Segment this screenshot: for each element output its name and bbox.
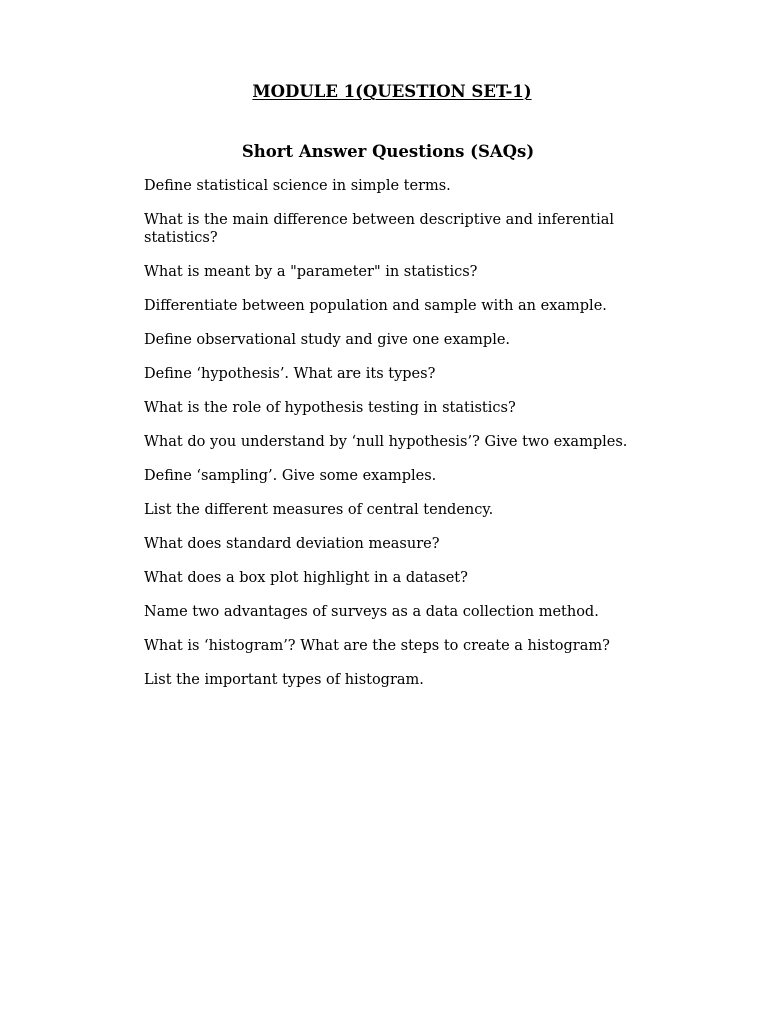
- question-item: What does standard deviation measure?: [144, 536, 440, 552]
- question-item: Define observational study and give one example.: [144, 332, 511, 348]
- question-item: What do you understand by ‘null hypothesis’? Give two examples.: [144, 434, 628, 450]
- question-item: What is the main difference between descriptive and inferential statistics?: [144, 212, 615, 246]
- question-item: Define ‘hypothesis’. What are its types?: [144, 366, 436, 382]
- question-item: Define statistical science in simple terms.: [144, 178, 451, 194]
- question-item: What is the role of hypothesis testing in statistics?: [144, 400, 516, 416]
- question-item: List the important types of histogram.: [144, 672, 424, 688]
- question-item: Name two advantages of surveys as a data collection method.: [144, 604, 599, 620]
- question-item: Define ‘sampling’. Give some examples.: [144, 468, 437, 484]
- question-item: What is meant by a "parameter" in statistics?: [144, 264, 478, 280]
- question-list: [144, 177, 664, 705]
- question-item: What is ‘histogram’? What are the steps to create a histogram?: [144, 638, 610, 654]
- question-item: Differentiate between population and sample with an example.: [144, 298, 607, 314]
- module-title: MODULE 1(QUESTION SET-1): [252, 82, 532, 101]
- question-item: List the different measures of central tendency.: [144, 502, 494, 518]
- question-item: What does a box plot highlight in a dataset?: [144, 570, 468, 586]
- section-title: Short Answer Questions (SAQs): [241, 142, 535, 161]
